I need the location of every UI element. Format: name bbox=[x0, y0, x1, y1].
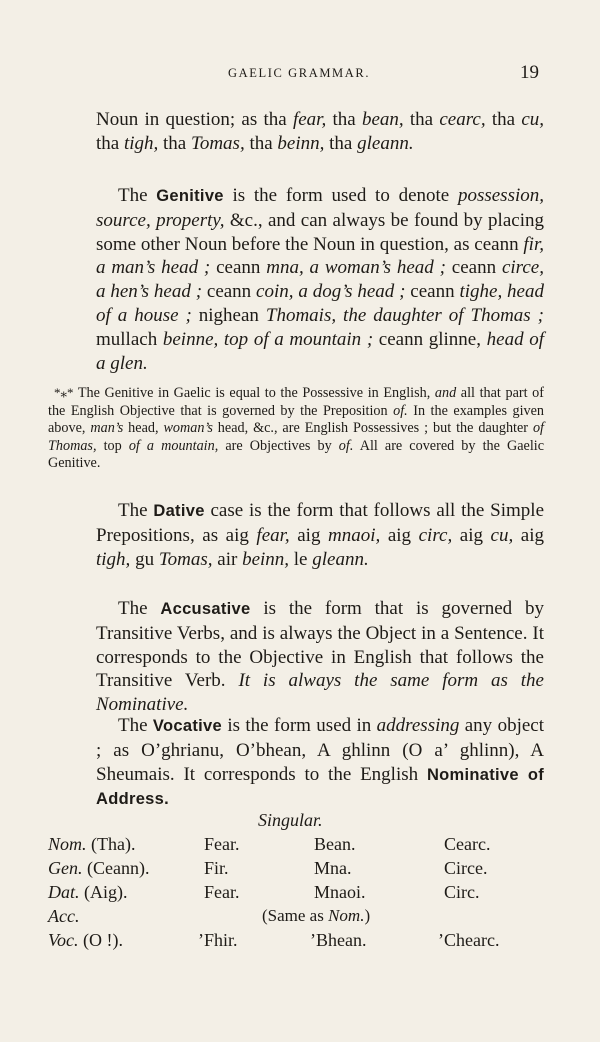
paragraph-genitive: The Genitive is the form used to denote possession, source, property, &c., and can always be found by placing some other Noun before the Noun in question, as ceann fir, a man’s head ; ceann mna, a woman’s head ; ceann circe, a hen’s head ; ceann coin, a dog’s head ; ceann tighe, head of a house ; nighean Thomais, the daughter of Thomas ; mullach beinne, top of a mountain ; ceann glinne, head of a glen. bbox=[96, 185, 544, 374]
table-cell: Fear. bbox=[204, 882, 240, 902]
table-cell: Circ. bbox=[444, 882, 480, 902]
paragraph-vocative: The Vocative is the form used in addressing any object ; as O’ghrianu, O’bhean, A ghlinn (O a’ ghlinn), A Sheumais. It corresponds to the English Nominative of Address. bbox=[96, 715, 544, 809]
table-cell-same-as: (Same as Nom.) bbox=[262, 906, 371, 925]
table-heading: Singular. bbox=[258, 810, 323, 830]
table-cell: Circe. bbox=[444, 858, 488, 878]
genitive-note: *⁎* The Genitive in Gaelic is equal to the Possessive in English, and all that part of the English Objective that is governed by the Preposition of. In the examples given above, man’s head, woman’s head, &c., are English Possessives ; but the daughter of Thomas, top of a mountain, are Objectives by of. All are covered by the Gaelic Genitive. bbox=[48, 385, 545, 472]
paragraph-dative: The Dative case is the form that follows all the Simple Prepositions, as aig fear, aig mnaoi, aig circ, aig cu, aig tigh, gu Tomas, air beinn, le gleann. bbox=[96, 500, 545, 570]
table-row-nom: Nom. (Tha). bbox=[48, 834, 136, 854]
page-number: 19 bbox=[520, 62, 539, 83]
table-cell: ’Bhean. bbox=[310, 930, 367, 950]
table-cell: ’Fhir. bbox=[198, 930, 238, 950]
table-cell: Cearc. bbox=[444, 834, 491, 854]
table-row-dat: Dat. (Aig). bbox=[48, 882, 128, 902]
table-row-gen: Gen. (Ceann). bbox=[48, 858, 150, 878]
table-cell: Fir. bbox=[204, 858, 229, 878]
table-row-voc: Voc. (O !). bbox=[48, 930, 123, 950]
paragraph-nominative-continued: Noun in question; as tha fear, tha bean, tha cearc, tha cu, tha tigh, tha Tomas, tha beinn, tha gleann. bbox=[96, 109, 545, 154]
term-accusative: Accusative bbox=[160, 600, 251, 618]
term-vocative: Vocative bbox=[152, 717, 222, 735]
paragraph-accusative: The Accusative is the form that is governed by Transitive Verbs, and is always the Object in a Sentence. It corresponds to the Objective in English that follows the Transitive Verb. It is always the same form as the Nominative. bbox=[96, 598, 544, 716]
term-dative: Dative bbox=[153, 502, 205, 520]
table-cell: Mnaoi. bbox=[314, 882, 366, 902]
table-cell: Mna. bbox=[314, 858, 352, 878]
table-row-acc: Acc. bbox=[48, 906, 80, 926]
running-title: GAELIC GRAMMAR. bbox=[228, 66, 371, 80]
table-cell: Bean. bbox=[314, 834, 356, 854]
table-cell: ’Chearc. bbox=[438, 930, 500, 950]
term-nominative-of-address: Nominative of Address. bbox=[96, 765, 544, 809]
asterism-icon: *⁎* bbox=[54, 385, 74, 400]
term-genitive: Genitive bbox=[156, 187, 224, 205]
table-cell: Fear. bbox=[204, 834, 240, 854]
